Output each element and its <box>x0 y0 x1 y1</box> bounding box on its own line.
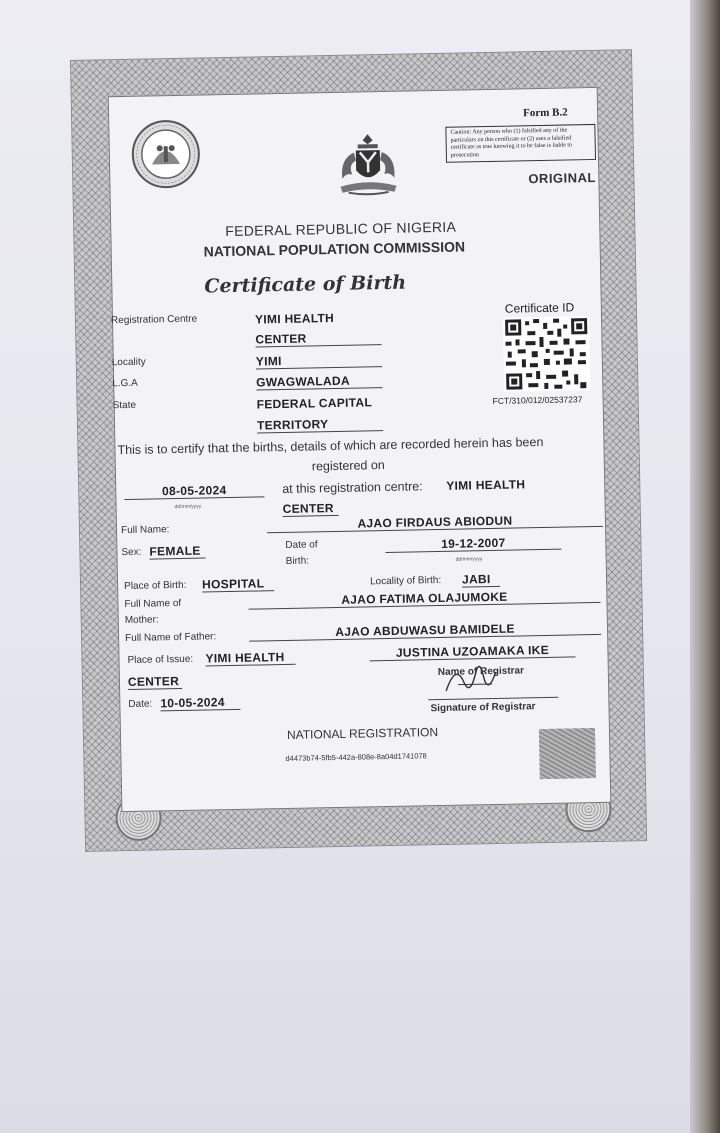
coat-of-arms-icon <box>327 130 408 204</box>
registration-centre-value-1: YIMI HEALTH <box>254 310 335 327</box>
registration-centre-value-2: CENTER <box>255 330 381 347</box>
national-registration: NATIONAL REGISTRATION <box>286 725 439 742</box>
full-name-label: Full Name: <box>120 524 170 537</box>
lga-label: L.G.A <box>112 377 138 390</box>
locality-label: Locality <box>111 356 146 369</box>
dob-label-1: Date of <box>285 539 318 551</box>
date-format-hint: dd/mm/yyyy <box>174 503 202 511</box>
full-name-value: AJAO FIRDAUS ABIODUN <box>267 512 603 533</box>
issue-date-value: 10-05-2024 <box>160 695 240 712</box>
form-number: Form B.2 <box>522 106 568 120</box>
heading-federal-republic: FEDERAL REPUBLIC OF NIGERIA <box>225 218 457 240</box>
record-uuid: d4473b74-5fb5-442a-808e-8a04d1741078 <box>285 751 427 763</box>
sex-value: FEMALE <box>149 543 205 559</box>
locality-value: YIMI <box>256 352 382 369</box>
issue-date-label: Date: <box>128 698 153 710</box>
state-value-2: TERRITORY <box>257 416 383 433</box>
certificate-body <box>108 87 612 812</box>
state-label: State <box>112 399 137 412</box>
place-of-birth-label: Place of Birth: <box>124 579 187 593</box>
mother-label-1: Full Name of <box>124 597 182 611</box>
registrar-name-label: Name of Registrar <box>437 665 525 679</box>
place-of-issue-value-1: YIMI HEALTH <box>205 650 295 667</box>
father-value: AJAO ABDUWASU BAMIDELE <box>249 620 601 642</box>
place-of-issue-value-2: CENTER <box>128 674 182 690</box>
place-of-birth-value: HOSPITAL <box>202 576 274 592</box>
place-of-issue-label: Place of Issue: <box>127 653 194 667</box>
dob-label-2: Birth: <box>285 555 310 567</box>
at-centre-value-1: YIMI HEALTH <box>446 477 526 493</box>
signature-label: Signature of Registrar <box>430 701 536 715</box>
birth-certificate <box>70 49 647 852</box>
at-centre-value-2: CENTER <box>283 501 339 517</box>
hologram-stamp <box>539 728 596 779</box>
qr-code-icon <box>503 316 590 392</box>
dob-value: 19-12-2007 <box>385 535 561 553</box>
mother-value: AJAO FATIMA OLAJUMOKE <box>248 588 600 610</box>
certificate-id-number: FCT/310/012/02537237 <box>492 394 583 406</box>
paper-edge <box>690 0 720 1133</box>
npc-seal-icon <box>129 117 202 190</box>
lga-value: GWAGWALADA <box>256 373 382 390</box>
locality-of-birth-value: JABI <box>462 572 500 588</box>
locality-of-birth-label: Locality of Birth: <box>369 574 442 588</box>
registrar-signature <box>438 660 509 701</box>
copy-type: ORIGINAL <box>528 169 597 187</box>
heading-npc: NATIONAL POPULATION COMMISSION <box>203 238 466 260</box>
dob-format-hint: dd/mm/yyyy <box>455 556 483 563</box>
mother-label-2: Mother: <box>124 614 159 627</box>
state-value-1: FEDERAL CAPITAL <box>256 395 373 412</box>
certify-statement: This is to certify that the births, details of which are recorded herein has been <box>117 434 544 458</box>
registered-on-date: 08-05-2024 <box>124 482 264 500</box>
sex-label: Sex: <box>121 546 142 559</box>
father-label: Full Name of Father: <box>125 631 217 645</box>
certificate-title: Certificate of Birth <box>204 271 407 298</box>
at-centre-label: at this registration centre: <box>282 479 423 497</box>
certificate-id-label: Certificate ID <box>504 300 575 316</box>
registration-centre-label: Registration Centre <box>110 313 198 327</box>
caution-notice: Caution: Any person who (1) falsified any of the particulars on this certificate or (2) uses a falsified certificate as true knowing it to be false is liable to prosecution <box>445 124 596 163</box>
registrar-name-value: JUSTINA UZOAMAKA IKE <box>369 642 575 661</box>
registered-on-label: registered on <box>311 458 385 474</box>
